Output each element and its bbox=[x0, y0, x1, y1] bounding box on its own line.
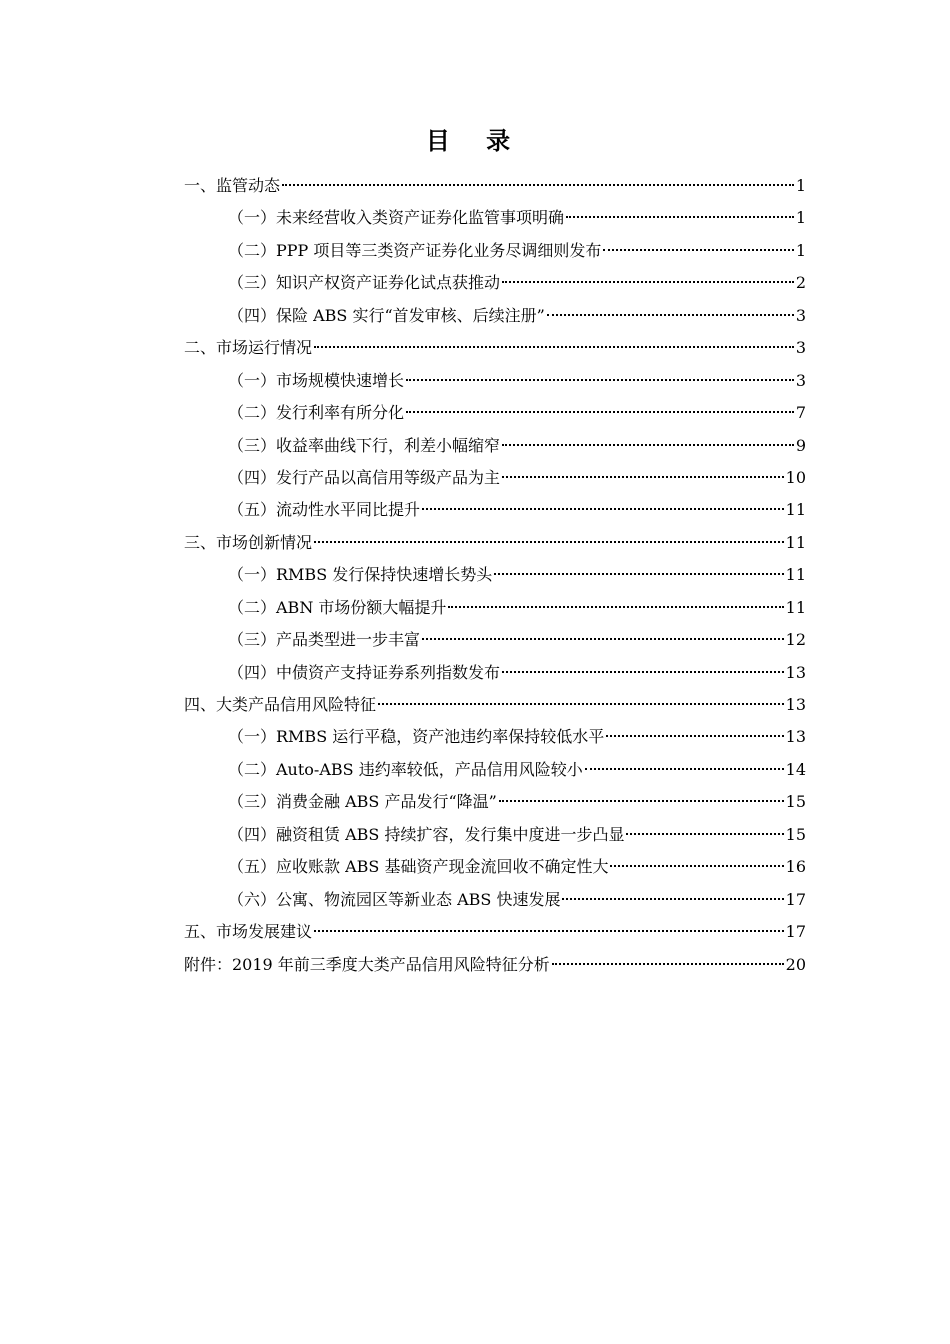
toc-page-number: 11 bbox=[785, 532, 806, 552]
toc-subsection-entry[interactable] bbox=[184, 462, 806, 494]
toc-dot-leader bbox=[606, 735, 783, 737]
toc-subsection-entry[interactable] bbox=[184, 657, 806, 689]
toc-page-number: 1 bbox=[795, 240, 806, 260]
toc-subsection-entry[interactable] bbox=[184, 397, 806, 429]
toc-subsection-entry[interactable] bbox=[184, 235, 806, 267]
toc-page-number: 11 bbox=[785, 565, 806, 585]
toc-dot-leader bbox=[282, 184, 794, 186]
toc-entry-label: （四）发行产品以高信用等级产品为主 bbox=[228, 467, 501, 487]
page-title: 目 录 bbox=[425, 126, 525, 155]
toc-dot-leader bbox=[502, 281, 794, 283]
toc-entry-label: （一）未来经营收入类资产证券化监管事项明确 bbox=[228, 208, 565, 228]
toc-dot-leader bbox=[502, 444, 794, 446]
toc-entry-label: （五）流动性水平同比提升 bbox=[228, 500, 421, 520]
toc-entry-label: 三、市场创新情况 bbox=[184, 532, 313, 552]
toc-dot-leader bbox=[562, 898, 783, 900]
toc-page-number: 3 bbox=[795, 370, 806, 390]
toc-page-number: 1 bbox=[795, 176, 806, 195]
toc-page-number: 17 bbox=[785, 922, 806, 942]
toc-entry-label: （三）收益率曲线下行，利差小幅缩窄 bbox=[228, 435, 501, 455]
toc-dot-leader bbox=[566, 216, 794, 218]
toc-subsection-entry[interactable] bbox=[184, 202, 806, 234]
toc-entry-label: （三）知识产权资产证券化试点获推动 bbox=[228, 273, 501, 293]
toc-subsection-entry[interactable] bbox=[184, 851, 806, 883]
toc-dot-leader bbox=[422, 638, 784, 640]
toc-dot-leader bbox=[502, 476, 784, 478]
toc-subsection-entry[interactable] bbox=[184, 592, 806, 624]
toc-page-number: 17 bbox=[785, 889, 806, 909]
toc-page-number: 9 bbox=[795, 435, 806, 455]
toc-page-number: 11 bbox=[785, 597, 806, 617]
toc-entry-label: （一）市场规模快速增长 bbox=[228, 370, 405, 390]
toc-subsection-entry[interactable] bbox=[184, 884, 806, 916]
toc-dot-leader bbox=[552, 963, 784, 965]
toc-section-entry[interactable] bbox=[184, 689, 806, 721]
toc-page-number: 2 bbox=[795, 273, 806, 293]
toc-subsection-entry[interactable] bbox=[184, 721, 806, 753]
toc-dot-leader bbox=[603, 249, 793, 251]
toc-entry-label: （四）融资租赁 ABS 持续扩容，发行集中度进一步凸显 bbox=[228, 824, 625, 844]
toc-entry-label: （二）PPP 项目等三类资产证券化业务尽调细则发布 bbox=[228, 240, 602, 260]
toc-dot-leader bbox=[406, 411, 794, 413]
toc-dot-leader bbox=[314, 346, 794, 348]
toc-entry-label: （二）Auto-ABS 违约率较低，产品信用风险较小 bbox=[228, 759, 583, 779]
toc-entry-label: （二）发行利率有所分化 bbox=[228, 403, 405, 423]
toc-dot-leader bbox=[406, 379, 794, 381]
toc-entry-label: （四）中债资产支持证券系列指数发布 bbox=[228, 662, 501, 682]
toc-dot-leader bbox=[547, 314, 794, 316]
toc-section-entry[interactable] bbox=[184, 916, 806, 948]
toc-page-number: 15 bbox=[785, 824, 806, 844]
toc-dot-leader bbox=[314, 930, 784, 932]
toc-page-number: 11 bbox=[785, 500, 806, 520]
toc-page-number: 15 bbox=[785, 792, 806, 812]
toc-subsection-entry[interactable] bbox=[184, 430, 806, 462]
toc-section-entry[interactable] bbox=[184, 332, 806, 364]
toc-page-number: 7 bbox=[795, 403, 806, 423]
toc-section-entry[interactable] bbox=[184, 170, 806, 202]
toc-dot-leader bbox=[585, 768, 784, 770]
toc-section-entry[interactable] bbox=[184, 527, 806, 559]
toc-entry-label: （三）消费金融 ABS 产品发行“降温” bbox=[228, 792, 497, 812]
toc-subsection-entry[interactable] bbox=[184, 559, 806, 591]
toc-dot-leader bbox=[378, 703, 784, 705]
toc-dot-leader bbox=[502, 671, 784, 673]
table-of-contents bbox=[184, 170, 806, 981]
toc-page-number: 13 bbox=[785, 695, 806, 714]
toc-subsection-entry[interactable] bbox=[184, 267, 806, 299]
toc-page-number: 14 bbox=[785, 759, 806, 779]
toc-section-entry[interactable] bbox=[184, 949, 806, 981]
toc-entry-label: （二）ABN 市场份额大幅提升 bbox=[228, 597, 447, 617]
toc-page-number: 13 bbox=[785, 662, 806, 682]
toc-entry-label: 一、监管动态 bbox=[184, 176, 281, 195]
toc-dot-leader bbox=[499, 800, 784, 802]
toc-entry-label: （一）RMBS 运行平稳，资产池违约率保持较低水平 bbox=[228, 727, 605, 747]
toc-entry-label: （一）RMBS 发行保持快速增长势头 bbox=[228, 565, 493, 585]
toc-subsection-entry[interactable] bbox=[184, 624, 806, 656]
toc-subsection-entry[interactable] bbox=[184, 300, 806, 332]
toc-entry-label: 四、大类产品信用风险特征 bbox=[184, 695, 377, 714]
toc-page-number: 3 bbox=[795, 305, 806, 325]
toc-page-number: 1 bbox=[795, 208, 806, 228]
toc-page-number: 10 bbox=[785, 467, 806, 487]
toc-subsection-entry[interactable] bbox=[184, 786, 806, 818]
toc-subsection-entry[interactable] bbox=[184, 494, 806, 526]
toc-subsection-entry[interactable] bbox=[184, 365, 806, 397]
toc-entry-label: （六）公寓、物流园区等新业态 ABS 快速发展 bbox=[228, 889, 561, 909]
toc-dot-leader bbox=[422, 508, 784, 510]
toc-dot-leader bbox=[448, 606, 783, 608]
toc-subsection-entry[interactable] bbox=[184, 754, 806, 786]
toc-page-number: 12 bbox=[785, 630, 806, 650]
toc-page-number: 3 bbox=[795, 338, 806, 358]
toc-entry-label: 附件：2019 年前三季度大类产品信用风险特征分析 bbox=[184, 954, 550, 974]
toc-page-number: 13 bbox=[785, 727, 806, 747]
toc-entry-label: 五、市场发展建议 bbox=[184, 922, 313, 942]
toc-page-number: 20 bbox=[785, 954, 806, 974]
toc-dot-leader bbox=[610, 865, 783, 867]
toc-page-number: 16 bbox=[785, 857, 806, 877]
toc-subsection-entry[interactable] bbox=[184, 819, 806, 851]
toc-entry-label: （五）应收账款 ABS 基础资产现金流回收不确定性大 bbox=[228, 857, 609, 877]
toc-entry-label: 二、市场运行情况 bbox=[184, 338, 313, 358]
toc-dot-leader bbox=[494, 573, 783, 575]
toc-dot-leader bbox=[314, 541, 784, 543]
toc-dot-leader bbox=[626, 833, 783, 835]
toc-entry-label: （四）保险 ABS 实行“首发审核、后续注册” bbox=[228, 305, 545, 325]
toc-entry-label: （三）产品类型进一步丰富 bbox=[228, 630, 421, 650]
